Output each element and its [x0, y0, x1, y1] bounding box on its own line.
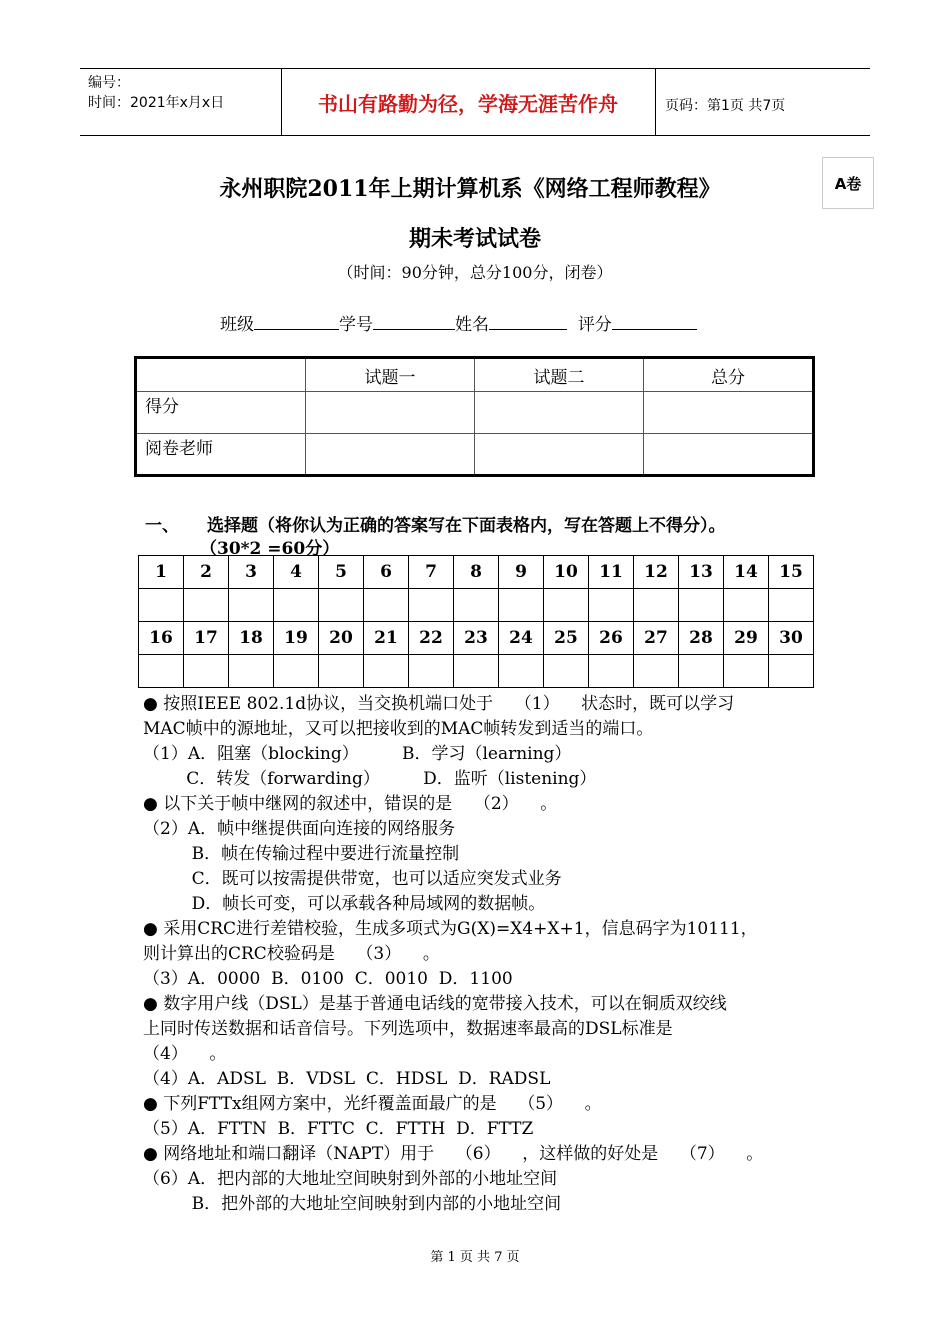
question-line: （4）A．ADSL B．VDSL C．HDSL D．RADSL — [143, 1069, 551, 1089]
exam-conditions: （时间：90分钟，总分100分，闭卷） — [337, 263, 613, 282]
question-number-cell: 28 — [679, 622, 724, 655]
score-cell[interactable] — [644, 434, 814, 476]
answer-cell[interactable] — [679, 589, 724, 622]
question-line: 则计算出的CRC校验码是 （3） 。 — [143, 944, 440, 964]
score-cell[interactable] — [475, 434, 644, 476]
question-number-cell: 1 — [139, 556, 184, 589]
answer-cell[interactable] — [769, 655, 814, 688]
header-motto: 书山有路勤为径，学海无涯苦作舟 — [318, 92, 618, 116]
answer-cell[interactable] — [634, 589, 679, 622]
answer-cell[interactable] — [679, 655, 724, 688]
class-label: 班级 — [220, 315, 254, 335]
answer-cell[interactable] — [454, 589, 499, 622]
question-number-cell: 22 — [409, 622, 454, 655]
question-line: D．帧长可变，可以承载各种局域网的数据帧。 — [143, 894, 546, 914]
answer-cell[interactable] — [229, 589, 274, 622]
score-header: 试题二 — [475, 358, 644, 392]
question-number-cell: 23 — [454, 622, 499, 655]
question-number-cell: 2 — [184, 556, 229, 589]
question-line: 上同时传送数据和话音信号。下列选项中，数据速率最高的DSL标准是 — [143, 1019, 673, 1039]
section-heading — [145, 511, 726, 536]
exam-title: 永州职院2011年上期计算机系《网络工程师教程》 — [219, 176, 721, 202]
header-bottom-rule — [80, 135, 870, 136]
score-blank[interactable] — [612, 315, 697, 330]
answer-cell[interactable] — [724, 655, 769, 688]
question-number-cell: 9 — [499, 556, 544, 589]
question-line: （2）A．帧中继提供面向连接的网络服务 — [143, 819, 456, 839]
question-line: （4） 。 — [143, 1044, 227, 1064]
question-line: ● 数字用户线（DSL）是基于普通电话线的宽带接入技术，可以在铜质双绞线 — [143, 994, 727, 1014]
answer-cell[interactable] — [364, 589, 409, 622]
question-number-cell: 14 — [724, 556, 769, 589]
answer-cell[interactable] — [589, 655, 634, 688]
question-number-cell: 16 — [139, 622, 184, 655]
page-footer: 第 1 页 共 7 页 — [430, 1250, 520, 1265]
question-number-cell: 26 — [589, 622, 634, 655]
student-no-label: 学号 — [339, 315, 373, 335]
question-line: （5）A．FTTN B．FTTC C．FTTH D．FTTZ — [143, 1119, 534, 1139]
question-number-cell: 24 — [499, 622, 544, 655]
score-label: 评分 — [577, 315, 612, 335]
answer-cell[interactable] — [274, 589, 319, 622]
section-title: 选择题（将你认为正确的答案写在下面表格内，写在答题上不得分）。 — [207, 516, 726, 536]
volume-badge: A卷 — [822, 157, 874, 209]
answer-cell[interactable] — [139, 589, 184, 622]
question-line: ● 采用CRC进行差错校验，生成多项式为G(X)=X4+X+1，信息码字为10111， — [143, 919, 758, 939]
question-number-cell: 19 — [274, 622, 319, 655]
name-label: 姓名 — [455, 315, 489, 335]
question-number-cell: 20 — [319, 622, 364, 655]
answer-cell[interactable] — [274, 655, 319, 688]
question-number-cell: 11 — [589, 556, 634, 589]
question-line: （6）A．把内部的大地址空间映射到外部的小地址空间 — [143, 1169, 558, 1189]
score-header: 总分 — [644, 358, 814, 392]
answer-grid — [138, 555, 814, 688]
question-line: （1）A．阻塞（blocking） B．学习（learning） — [143, 744, 572, 764]
score-header: 试题一 — [306, 358, 475, 392]
score-cell[interactable] — [306, 434, 475, 476]
question-number-cell: 6 — [364, 556, 409, 589]
question-number-cell: 15 — [769, 556, 814, 589]
answer-cell[interactable] — [544, 655, 589, 688]
score-table — [134, 356, 815, 477]
score-row-label: 阅卷老师 — [136, 434, 306, 476]
question-number-cell: 18 — [229, 622, 274, 655]
question-line: ● 网络地址和端口翻译（NAPT）用于 （6） ，这样做的好处是 （7） 。 — [143, 1144, 764, 1164]
answer-cell[interactable] — [634, 655, 679, 688]
header-top-rule — [80, 68, 870, 69]
exam-subtitle: 期未考试试卷 — [408, 226, 541, 252]
question-line: MAC帧中的源地址，又可以把接收到的MAC帧转发到适当的端口。 — [143, 719, 654, 739]
student-no-blank[interactable] — [373, 315, 455, 330]
answer-cell[interactable] — [184, 655, 229, 688]
answer-cell[interactable] — [499, 655, 544, 688]
question-number-cell: 5 — [319, 556, 364, 589]
header-number: 编号： — [88, 75, 130, 91]
question-number-cell: 7 — [409, 556, 454, 589]
score-cell[interactable] — [475, 392, 644, 434]
question-line: ● 下列FTTx组网方案中，光纤覆盖面最广的是 （5） 。 — [143, 1094, 602, 1114]
answer-cell[interactable] — [454, 655, 499, 688]
score-row-label: 得分 — [136, 392, 306, 434]
question-number-cell: 17 — [184, 622, 229, 655]
score-cell[interactable] — [644, 392, 814, 434]
header-date: 时间：2021年x月x日 — [88, 95, 225, 111]
question-number-cell: 30 — [769, 622, 814, 655]
question-number-cell: 10 — [544, 556, 589, 589]
question-line: B．帧在传输过程中要进行流量控制 — [143, 844, 460, 864]
question-number-cell: 21 — [364, 622, 409, 655]
class-blank[interactable] — [254, 315, 339, 330]
student-info-line — [220, 310, 697, 335]
answer-cell[interactable] — [319, 589, 364, 622]
question-line: （3）A．0000 B．0100 C．0010 D．1100 — [143, 969, 513, 989]
answer-cell[interactable] — [139, 655, 184, 688]
answer-cell[interactable] — [319, 655, 364, 688]
section-points: （30*2 =60分） — [200, 539, 340, 559]
answer-cell[interactable] — [544, 589, 589, 622]
answer-cell[interactable] — [364, 655, 409, 688]
name-blank[interactable] — [489, 315, 567, 330]
question-number-cell: 3 — [229, 556, 274, 589]
answer-cell[interactable] — [409, 589, 454, 622]
answer-cell[interactable] — [229, 655, 274, 688]
answer-cell[interactable] — [769, 589, 814, 622]
header-divider — [655, 68, 656, 135]
question-line: ● 按照IEEE 802.1d协议，当交换机端口处于 （1） 状态时，既可以学习 — [143, 694, 735, 714]
header-page-number: 页码：第1页 共7页 — [665, 98, 786, 114]
question-number-cell: 25 — [544, 622, 589, 655]
answer-cell[interactable] — [184, 589, 229, 622]
score-table-corner — [136, 358, 306, 392]
question-number-cell: 4 — [274, 556, 319, 589]
question-number-cell: 29 — [724, 622, 769, 655]
score-cell[interactable] — [306, 392, 475, 434]
question-number-cell: 12 — [634, 556, 679, 589]
question-number-cell: 8 — [454, 556, 499, 589]
answer-cell[interactable] — [724, 589, 769, 622]
section-number: 一、 — [145, 516, 179, 536]
question-line: C．转发（forwarding） D．监听（listening） — [143, 769, 597, 789]
question-number-cell: 27 — [634, 622, 679, 655]
question-line: C．既可以按需提供带宽，也可以适应突发式业务 — [143, 869, 562, 889]
answer-cell[interactable] — [409, 655, 454, 688]
question-number-cell: 13 — [679, 556, 724, 589]
answer-cell[interactable] — [499, 589, 544, 622]
question-line: B．把外部的大地址空间映射到内部的小地址空间 — [143, 1194, 562, 1214]
question-line: ● 以下关于帧中继网的叙述中，错误的是 （2） 。 — [143, 794, 558, 814]
answer-cell[interactable] — [589, 589, 634, 622]
